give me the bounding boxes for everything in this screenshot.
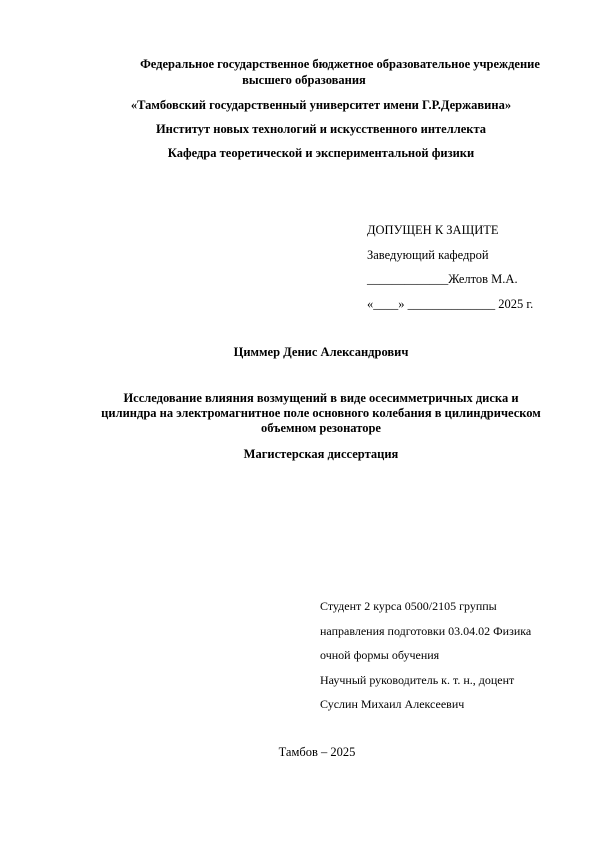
org-line-1: Федеральное государственное бюджетное образовательное учреждение <box>140 57 540 71</box>
student-info-line-1: Студент 2 курса 0500/2105 группы <box>320 599 497 613</box>
approval-date: «____» ______________ 2025 г. <box>367 296 534 311</box>
approval-position: Заведующий кафедрой <box>367 247 489 262</box>
approval-signature: _____________Желтов М.А. <box>367 272 518 286</box>
university-name: «Тамбовский государственный университет имени Г.Р.Державина» <box>130 98 512 112</box>
supervisor-line: Научный руководитель к. т. н., доцент <box>320 672 515 687</box>
thesis-title-line-1: Исследование влияния возмущений в виде осесимметричных диска и <box>123 391 519 405</box>
thesis-title-line-3: объемном резонаторе <box>261 421 381 435</box>
department-name: Кафедра теоретической и экспериментальной физики <box>167 146 475 160</box>
thesis-title <box>40 391 595 436</box>
org-line-2: высшего образования <box>242 73 366 87</box>
organization-header <box>60 57 595 72</box>
student-info-line-3: очной формы обучения <box>320 648 440 662</box>
approval-title: ДОПУЩЕН К ЗАЩИТЕ <box>367 223 499 237</box>
author-name: Циммер Денис Александрович <box>233 345 409 359</box>
institute-name: Институт новых технологий и искусственного интеллекта <box>155 122 487 136</box>
student-info-line-2: направления подготовки 03.04.02 Физика <box>320 623 532 638</box>
thesis-title-line-2: цилиндра на электромагнитное поле основного колебания в цилиндрическом <box>101 406 541 420</box>
organization-header-2 <box>60 73 548 88</box>
student-info-block <box>320 594 590 717</box>
supervisor-name: Суслин Михаил Алексеевич <box>320 697 465 711</box>
approval-block <box>367 218 587 316</box>
thesis-type: Магистерская диссертация <box>243 447 399 461</box>
footer-city-year: Тамбов – 2025 <box>278 745 356 759</box>
